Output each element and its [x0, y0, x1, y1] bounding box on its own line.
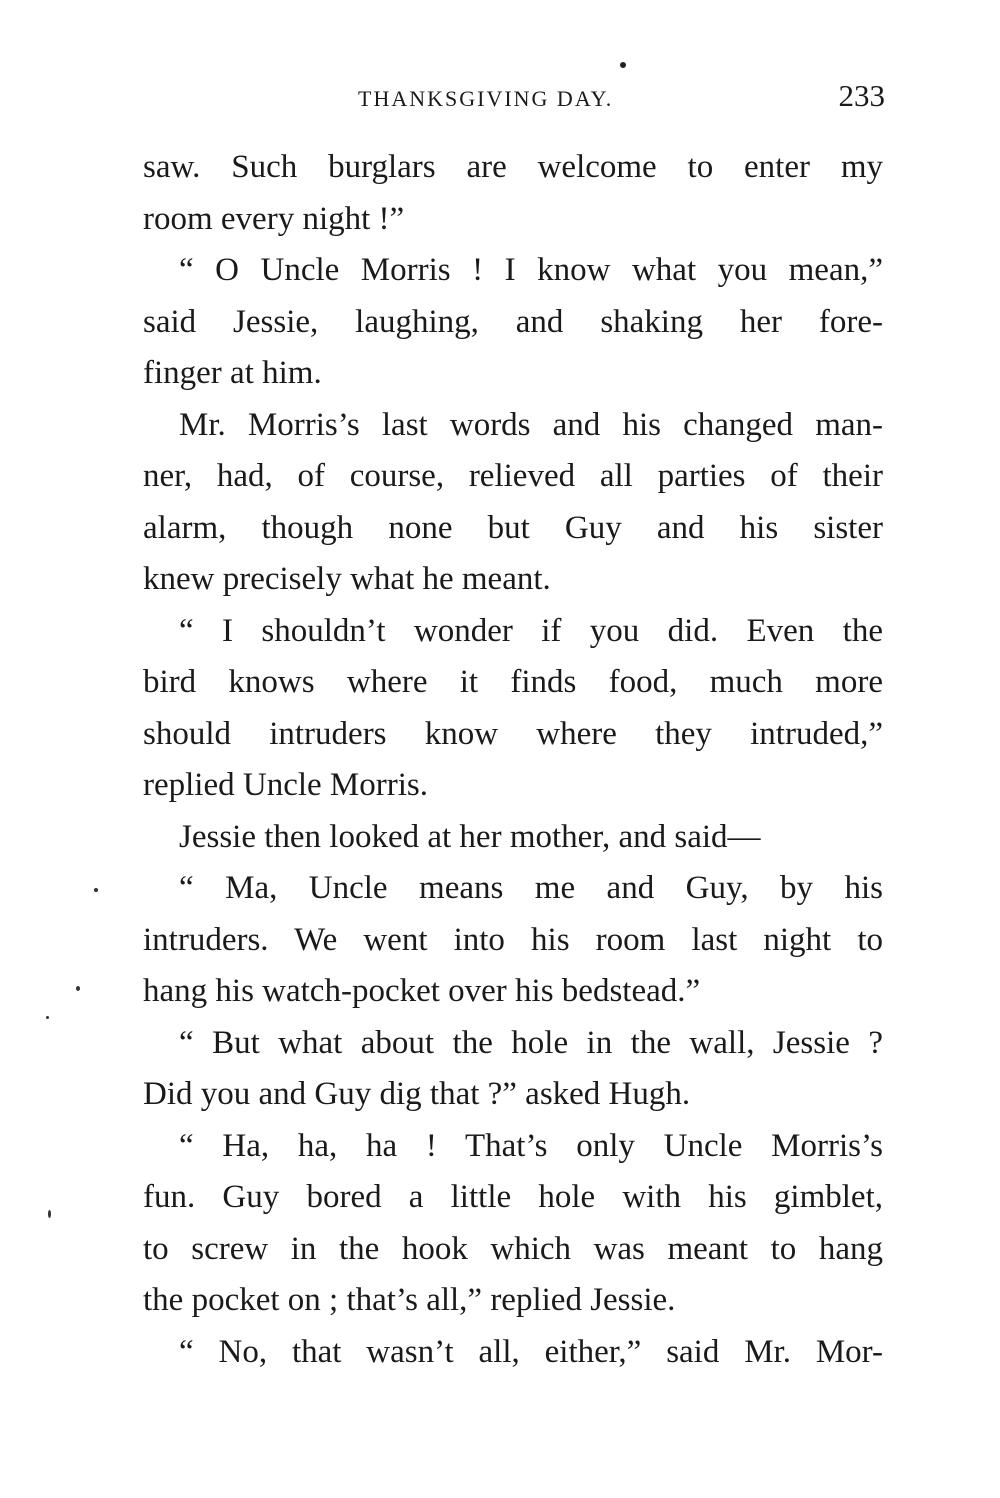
ink-speck	[620, 62, 626, 68]
text-line: fun. Guy bored a little hole with his gimblet,	[143, 1179, 883, 1215]
text-line: to screw in the hook which was meant to hang	[143, 1230, 883, 1267]
text-line: “ I shouldn’t wonder if you did. Even the	[179, 612, 883, 649]
text-line: “ O Uncle Morris ! I know what you mean,”	[179, 252, 883, 288]
text-line: bird knows where it finds food, much more	[143, 664, 883, 700]
text-line: should intruders know where they intruded,”	[143, 715, 883, 752]
text-line: “ No, that wasn’t all, either,” said Mr. Mor-	[179, 1333, 883, 1370]
text-line: room every night !”	[143, 200, 405, 237]
text-line: “ Ha, ha, ha ! That’s only Uncle Morris’s	[179, 1127, 883, 1164]
text-line: hang his watch-pocket over his bedstead.”	[143, 973, 701, 1009]
text-line: alarm, though none but Guy and his sister	[143, 509, 883, 546]
text-line: the pocket on ; that’s all,” replied Jessie.	[143, 1282, 676, 1318]
page-number: 233	[838, 78, 885, 113]
body-text	[143, 142, 883, 1378]
chapter-title: THANKSGIVING DAY.	[358, 86, 614, 111]
text-line: “ Ma, Uncle means me and Guy, by his	[179, 870, 883, 906]
ink-speck	[76, 986, 80, 991]
text-line: ner, had, of course, relieved all parties of their	[143, 458, 883, 494]
text-line: said Jessie, laughing, and shaking her fore-	[143, 303, 883, 340]
text-line: Jessie then looked at her mother, and said—	[179, 818, 761, 855]
text-line: “ But what about the hole in the wall, Jessie ?	[179, 1024, 883, 1061]
text-line: knew precisely what he meant.	[143, 561, 551, 597]
ink-speck	[46, 1016, 49, 1019]
text-line: Mr. Morris’s last words and his changed man-	[179, 406, 883, 443]
text-line: finger at him.	[143, 355, 322, 391]
text-line: saw. Such burglars are welcome to enter my	[143, 149, 883, 185]
text-line: replied Uncle Morris.	[143, 767, 428, 803]
running-head	[140, 78, 885, 118]
ink-speck	[48, 1210, 51, 1218]
text-line: Did you and Guy dig that ?” asked Hugh.	[143, 1076, 691, 1112]
text-line: intruders. We went into his room last night to	[143, 921, 883, 958]
ink-speck	[94, 888, 98, 892]
